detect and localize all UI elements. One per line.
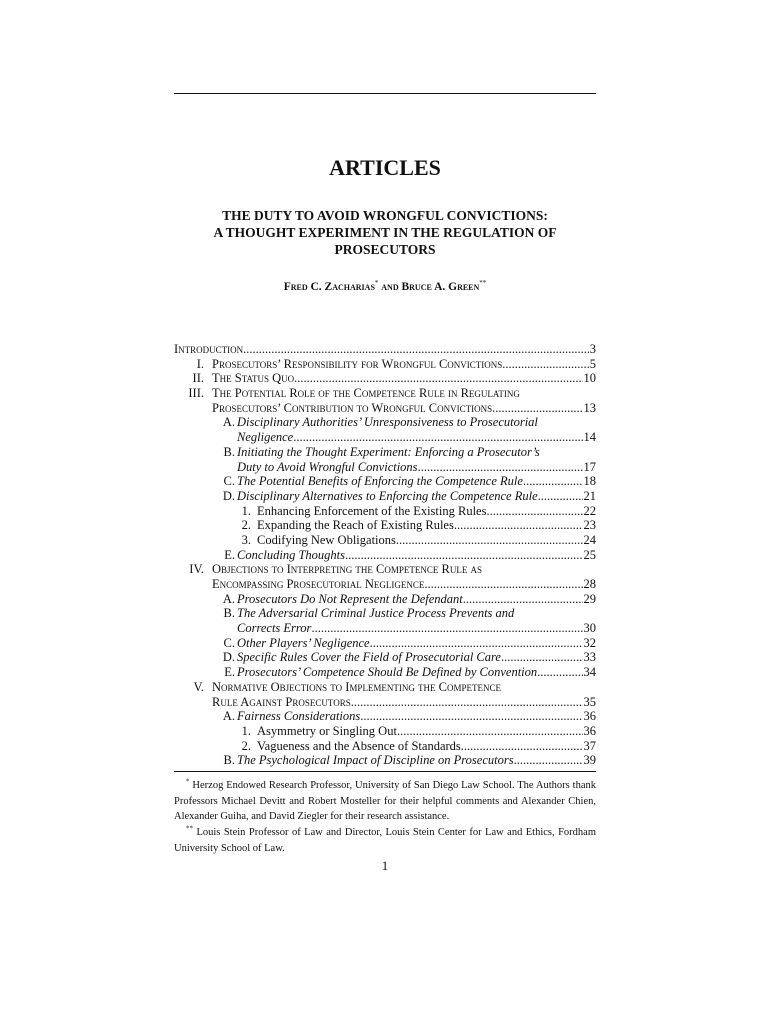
toc-page-number: 35 — [583, 694, 596, 709]
toc-entry — [174, 606, 596, 621]
toc-page-number: 22 — [583, 503, 596, 518]
toc-entry — [174, 371, 596, 386]
toc-entry-title: Negligence — [237, 430, 294, 445]
toc-entry — [174, 562, 596, 577]
toc-entry-number: C. — [223, 474, 235, 489]
toc-entry-line — [237, 460, 596, 475]
top-rule — [174, 93, 596, 94]
toc-entry-line — [237, 621, 596, 636]
toc-entry-number: E. — [224, 547, 235, 562]
toc-entry — [174, 592, 596, 607]
toc-entry-line — [237, 430, 596, 445]
toc-page-number: 18 — [583, 474, 596, 489]
toc-entry — [174, 665, 596, 680]
toc-page-number: 36 — [583, 709, 596, 724]
toc-entry — [174, 548, 596, 563]
toc-entry-line — [237, 548, 596, 563]
toc-entry-title: Encompassing Prosecutorial Negligence — [212, 577, 425, 591]
toc-dot-leader — [538, 489, 583, 504]
toc-dot-leader — [424, 577, 582, 592]
toc-page-number: 23 — [583, 518, 596, 533]
toc-entry — [174, 724, 596, 739]
toc-dot-leader — [370, 636, 583, 651]
toc-page-number: 25 — [583, 547, 596, 562]
toc-entry-line — [212, 577, 596, 592]
toc-entry-number: C. — [223, 635, 235, 650]
toc-page-number: 29 — [583, 591, 596, 606]
toc-page-number: 3 — [589, 342, 596, 356]
toc-page-number: 37 — [583, 738, 596, 753]
article-title-line: PROSECUTORS — [334, 242, 436, 257]
toc-entry-title: Codifying New Obligations — [257, 532, 396, 547]
toc-page-number: 21 — [583, 488, 596, 503]
toc-entry-number: IV. — [189, 562, 204, 577]
footnote-marker: ** — [186, 824, 193, 833]
toc-page-number: 30 — [583, 621, 596, 636]
toc-entry-line — [257, 518, 596, 533]
footnote-rule — [174, 771, 596, 772]
toc-page-number: 17 — [583, 459, 596, 474]
toc-entry — [174, 680, 596, 695]
toc-entry-line — [257, 533, 596, 548]
toc-dot-leader — [351, 695, 583, 710]
toc-entry-number: A. — [222, 415, 235, 430]
toc-entry-title: Initiating the Thought Experiment: Enforcing a Prosecutor’s — [237, 444, 540, 459]
toc-entry-line — [212, 562, 596, 577]
toc-entry-title: Prosecutors’ Responsibility for Wrongful Convictions — [212, 356, 503, 371]
toc-entry-number: B. — [223, 606, 235, 621]
toc-page-number: 34 — [583, 665, 596, 680]
toc-entry-line — [212, 401, 596, 416]
toc-entry-title: The Psychological Impact of Discipline on Prosecutors — [237, 753, 514, 768]
table-of-contents — [174, 342, 596, 768]
author-connector: and — [381, 281, 399, 293]
toc-entry-title: Objections to Interpreting the Competence Rule as — [212, 562, 482, 577]
footnote — [174, 778, 596, 825]
toc-entry — [174, 753, 596, 768]
toc-entry — [174, 621, 596, 636]
toc-entry-line — [237, 489, 596, 504]
toc-entry — [174, 474, 596, 489]
author-byline — [174, 280, 596, 294]
toc-entry-line — [237, 636, 596, 651]
toc-entry — [174, 430, 596, 445]
toc-entry-number: V. — [193, 679, 204, 694]
toc-entry-line — [174, 342, 596, 357]
toc-entry-title: Prosecutors Do Not Represent the Defendant — [237, 591, 463, 606]
toc-entry — [174, 709, 596, 724]
toc-dot-leader — [492, 401, 582, 416]
toc-entry-line — [237, 415, 596, 430]
footnote-marker: ** — [479, 279, 487, 288]
toc-dot-leader — [345, 548, 583, 563]
toc-entry — [174, 489, 596, 504]
toc-entry — [174, 460, 596, 475]
toc-page-number: 33 — [583, 650, 596, 665]
toc-entry-line — [237, 606, 596, 621]
toc-entry-title: Other Players’ Negligence — [237, 635, 370, 650]
toc-dot-leader — [454, 518, 583, 533]
toc-dot-leader — [397, 724, 583, 739]
toc-dot-leader — [360, 709, 582, 724]
footnote-marker: * — [186, 777, 190, 786]
toc-dot-leader — [294, 371, 582, 386]
toc-entry — [174, 533, 596, 548]
toc-entry — [174, 518, 596, 533]
toc-entry-line — [237, 592, 596, 607]
toc-page-number: 10 — [583, 371, 596, 386]
toc-entry-title: Asymmetry or Singling Out — [257, 723, 397, 738]
toc-entry — [174, 401, 596, 416]
toc-entry-line — [257, 724, 596, 739]
toc-entry-line — [237, 445, 596, 460]
toc-entry — [174, 739, 596, 754]
toc-entry-number: A. — [222, 591, 235, 606]
page-number: 1 — [381, 858, 389, 873]
toc-entry-number: A. — [222, 709, 235, 724]
toc-entry-title: The Adversarial Criminal Justice Process Prevents and — [237, 606, 515, 621]
toc-dot-leader — [486, 504, 582, 519]
article-title — [174, 207, 596, 258]
toc-entry-number: 1. — [241, 503, 251, 518]
article-title-line: THE DUTY TO AVOID WRONGFUL CONVICTIONS: — [222, 208, 548, 223]
toc-entry-number: B. — [223, 444, 235, 459]
toc-dot-leader — [463, 592, 583, 607]
toc-dot-leader — [396, 533, 583, 548]
toc-entry-title: Enhancing Enforcement of the Existing Rules — [257, 503, 487, 518]
toc-dot-leader — [537, 665, 582, 680]
toc-entry-number: 3. — [241, 532, 251, 547]
toc-entry — [174, 577, 596, 592]
toc-dot-leader — [501, 650, 583, 665]
toc-entry-number: E. — [224, 665, 235, 680]
footnotes — [174, 778, 596, 857]
toc-entry-number: D. — [222, 488, 235, 503]
toc-dot-leader — [523, 474, 583, 489]
toc-dot-leader — [514, 753, 583, 768]
toc-entry-line — [212, 386, 596, 401]
toc-dot-leader — [502, 357, 588, 372]
toc-entry-line — [237, 665, 596, 680]
toc-entry-title: Prosecutors’ Contribution to Wrongful Convictions — [212, 400, 493, 415]
section-heading: ARTICLES — [329, 155, 441, 180]
toc-page-number: 5 — [589, 356, 596, 371]
toc-entry-line — [237, 753, 596, 768]
toc-page-number: 13 — [583, 400, 596, 415]
toc-entry-number: 1. — [241, 723, 251, 738]
toc-page-number: 28 — [583, 577, 596, 591]
toc-entry — [174, 504, 596, 519]
toc-entry-number: I. — [196, 356, 204, 371]
toc-entry — [174, 636, 596, 651]
toc-entry-line — [237, 650, 596, 665]
toc-entry-title: Specific Rules Cover the Field of Prosecutorial Care — [237, 650, 501, 665]
toc-dot-leader — [418, 460, 583, 475]
toc-entry — [174, 342, 596, 357]
toc-entry-title: Disciplinary Alternatives to Enforcing the Competence Rule — [237, 488, 538, 503]
toc-entry-title: The Potential Role of the Competence Rule in Regulating — [212, 386, 520, 401]
toc-entry — [174, 695, 596, 710]
toc-entry-line — [212, 680, 596, 695]
toc-entry-title: Normative Objections to Implementing the Competence — [212, 679, 502, 694]
toc-dot-leader — [311, 621, 582, 636]
toc-entry — [174, 650, 596, 665]
toc-dot-leader — [293, 430, 582, 445]
toc-entry — [174, 386, 596, 401]
toc-page-number: 14 — [583, 430, 596, 445]
article-title-line: A THOUGHT EXPERIMENT IN THE REGULATION OF — [213, 225, 557, 240]
toc-entry-line — [212, 695, 596, 710]
toc-entry-title: Rule Against Prosecutors — [212, 694, 351, 709]
toc-entry — [174, 357, 596, 372]
toc-entry-title: Fairness Considerations — [237, 709, 361, 724]
toc-entry-title: The Status Quo — [212, 371, 295, 386]
toc-entry-line — [237, 709, 596, 724]
toc-entry-number: III. — [188, 386, 204, 401]
toc-page-number: 39 — [583, 753, 596, 768]
toc-entry-title: Introduction — [174, 342, 244, 356]
toc-entry-title: Corrects Error — [237, 621, 312, 636]
toc-entry-title: Duty to Avoid Wrongful Convictions — [237, 459, 418, 474]
footnote-marker: * — [374, 279, 379, 288]
toc-entry-line — [257, 739, 596, 754]
toc-entry-number: D. — [222, 650, 235, 665]
toc-entry-title: Vagueness and the Absence of Standards — [257, 738, 461, 753]
toc-page-number: 32 — [583, 635, 596, 650]
toc-entry-title: Prosecutors’ Competence Should Be Defined by Convention — [237, 665, 538, 680]
toc-entry — [174, 445, 596, 460]
toc-entry-number: B. — [223, 753, 235, 768]
toc-entry — [174, 415, 596, 430]
toc-entry-line — [212, 371, 596, 386]
toc-dot-leader — [243, 342, 589, 357]
toc-entry-line — [212, 357, 596, 372]
toc-entry-number: 2. — [241, 518, 251, 533]
toc-entry-title: Disciplinary Authorities’ Unresponsiveness to Prosecutorial — [237, 415, 538, 430]
toc-entry-number: 2. — [241, 738, 251, 753]
toc-entry-line — [257, 504, 596, 519]
toc-entry-title: The Potential Benefits of Enforcing the Competence Rule — [237, 474, 523, 489]
author-name: Bruce A. Green — [401, 281, 480, 293]
footnote — [174, 825, 596, 856]
toc-dot-leader — [461, 739, 583, 754]
toc-entry-title: Expanding the Reach of Existing Rules — [257, 518, 454, 533]
toc-entry-line — [237, 474, 596, 489]
toc-page-number: 36 — [583, 723, 596, 738]
author-name: Fred C. Zacharias — [283, 281, 375, 293]
footnote-text: Herzog Endowed Research Professor, University of San Diego Law School. The Authors thank Professors Michael Devitt and Robert Mosteller for their helpful comments and Alexander Chien, Alexander Guiha, and David Ziegler for their research assistance. — [174, 780, 596, 823]
toc-page-number: 24 — [583, 532, 596, 547]
toc-entry-number: II. — [192, 371, 204, 386]
footnote-text: Louis Stein Professor of Law and Director, Louis Stein Center for Law and Ethics, Fordham University School of Law. — [174, 827, 597, 854]
toc-entry-title: Concluding Thoughts — [237, 547, 345, 562]
